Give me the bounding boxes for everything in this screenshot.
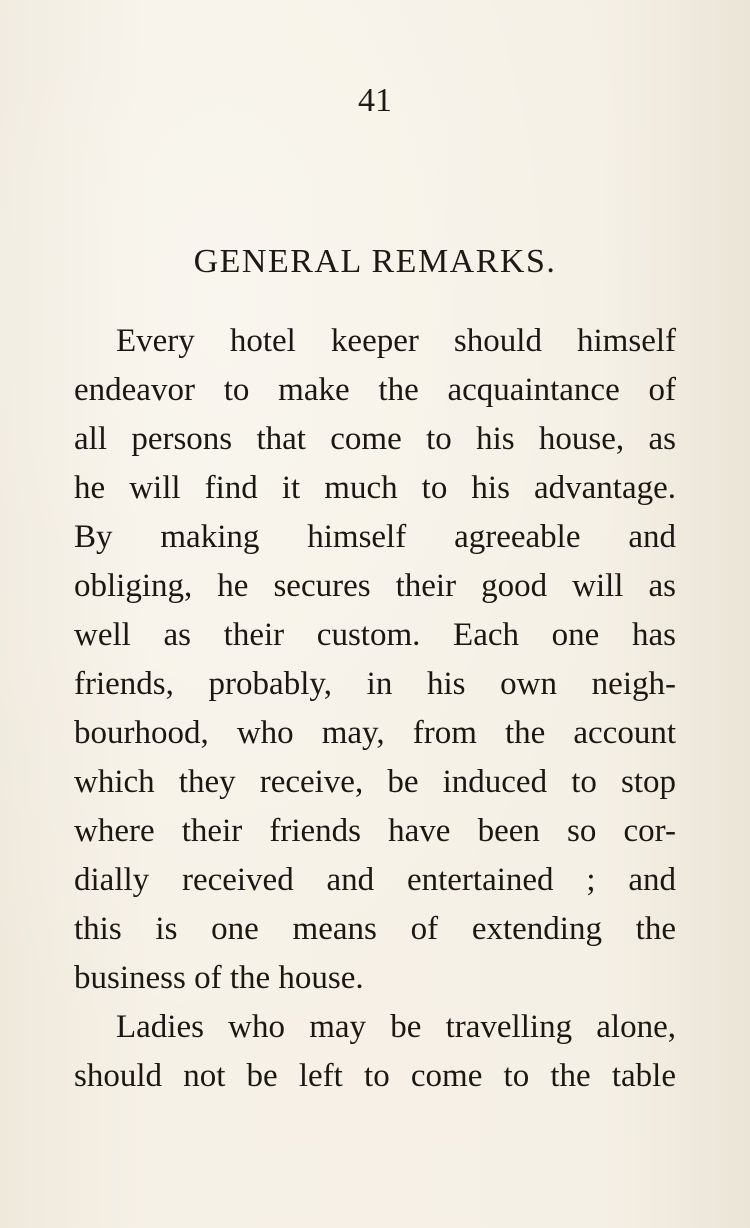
text-line: friends, probably, in his own neigh- — [74, 666, 676, 702]
section-title: GENERAL REMARKS. — [193, 243, 557, 280]
text-line: obliging, he secures their good will as — [74, 568, 676, 604]
text-line: well as their custom. Each one has — [74, 617, 676, 653]
paragraph — [74, 317, 676, 1003]
text-line: Every hotel keeper should himself — [116, 323, 676, 359]
text-line: where their friends have been so cor- — [74, 813, 676, 849]
page-number: 41 — [358, 82, 392, 119]
text-line: this is one means of extending the — [74, 911, 676, 947]
text-line: bourhood, who may, from the account — [74, 715, 676, 751]
text-line: which they receive, be induced to stop — [74, 764, 676, 800]
text-line: Ladies who may be travelling alone, — [116, 1009, 676, 1045]
text-line: dially received and entertained ; and — [74, 862, 676, 898]
text-line: should not be left to come to the table — [74, 1058, 676, 1094]
text-line: he will find it much to his advantage. — [74, 470, 676, 506]
text-line: all persons that come to his house, as — [74, 421, 676, 457]
text-line: By making himself agreeable and — [74, 519, 676, 555]
text-line: endeavor to make the acquaintance of — [74, 372, 676, 408]
body-text — [74, 317, 676, 1101]
text-line: business of the house. — [74, 960, 364, 996]
paragraph — [74, 1003, 676, 1101]
